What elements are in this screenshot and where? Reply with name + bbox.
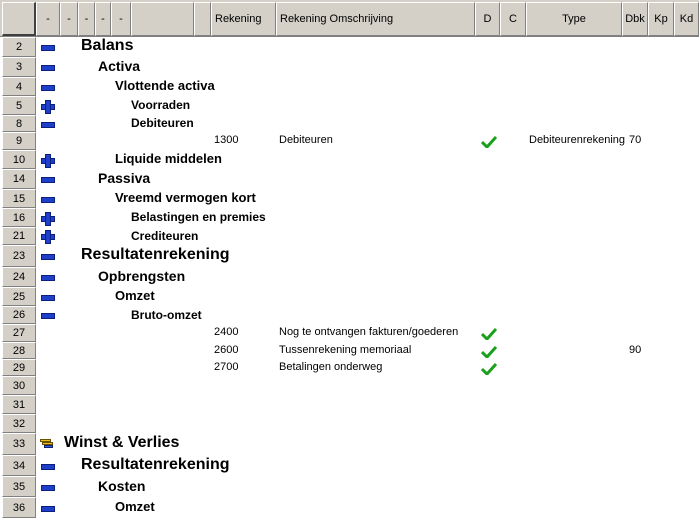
header-rekening-omschrijving[interactable]: Rekening Omschrijving: [276, 2, 475, 36]
collapse-minus-icon[interactable]: [40, 481, 54, 493]
collapse-minus-icon[interactable]: [40, 460, 54, 472]
corner-cell[interactable]: [2, 2, 36, 36]
collapse-minus-icon[interactable]: [40, 173, 54, 185]
row-number[interactable]: 35: [2, 476, 36, 497]
tree-label[interactable]: Crediteuren: [131, 228, 199, 243]
collapse-minus-icon[interactable]: [40, 61, 54, 73]
cell-omschrijving[interactable]: Debiteuren: [279, 134, 333, 146]
tree-label[interactable]: Bruto-omzet: [131, 307, 202, 322]
tree-label[interactable]: Vreemd vermogen kort: [115, 190, 256, 206]
tree-label[interactable]: Debiteuren: [131, 116, 194, 131]
collapse-minus-icon[interactable]: [40, 271, 54, 283]
row-number[interactable]: 32: [2, 414, 36, 433]
tree-label[interactable]: Passiva: [98, 170, 151, 187]
collapse-minus-icon[interactable]: [40, 291, 54, 303]
header-rekening[interactable]: Rekening: [211, 2, 276, 36]
row-number[interactable]: 10: [2, 150, 36, 169]
expand-plus-icon[interactable]: [40, 230, 54, 242]
row-number[interactable]: 15: [2, 189, 36, 208]
row-number[interactable]: 9: [2, 132, 36, 150]
tree-label[interactable]: Vlottende activa: [115, 78, 215, 94]
row-number[interactable]: 16: [2, 208, 36, 227]
cell-rekening[interactable]: 2400: [214, 326, 239, 338]
header-dbk[interactable]: Dbk: [622, 2, 648, 36]
collapse-minus-icon[interactable]: [40, 81, 54, 93]
cell-omschrijving[interactable]: Betalingen onderweg: [279, 360, 383, 373]
cell-rekening[interactable]: 2700: [214, 360, 239, 373]
header-collapse-level-4[interactable]: -: [95, 2, 111, 36]
header-collapse-level-2[interactable]: -: [60, 2, 78, 36]
tree-label[interactable]: Voorraden: [131, 98, 191, 113]
cell-rekening[interactable]: 2600: [214, 343, 239, 356]
row-number[interactable]: 31: [2, 395, 36, 414]
checkmark-icon[interactable]: [481, 136, 497, 148]
collapse-minus-icon[interactable]: [40, 193, 54, 205]
tree-label[interactable]: Kosten: [98, 477, 146, 494]
row-number[interactable]: 26: [2, 306, 36, 324]
expand-plus-icon[interactable]: [40, 154, 54, 166]
column-header-bar: [0, 0, 699, 37]
tree-label[interactable]: Omzet: [115, 499, 155, 515]
header-c[interactable]: C: [500, 2, 526, 36]
header-type[interactable]: Type: [526, 2, 622, 36]
collapse-minus-icon[interactable]: [40, 41, 54, 53]
row-number[interactable]: 5: [2, 96, 36, 115]
row-number[interactable]: 28: [2, 342, 36, 359]
row-number[interactable]: 25: [2, 287, 36, 306]
tree-label[interactable]: Opbrengsten: [98, 268, 186, 285]
expand-plus-icon[interactable]: [40, 212, 54, 224]
tree-label[interactable]: Resultatenrekening: [81, 455, 230, 473]
header-blank-col-2[interactable]: [194, 2, 211, 36]
header-d[interactable]: D: [475, 2, 500, 36]
collapse-minus-icon[interactable]: [40, 250, 54, 262]
checkmark-icon[interactable]: [481, 328, 497, 340]
row-number[interactable]: 23: [2, 245, 36, 267]
row-number[interactable]: 2: [2, 37, 36, 57]
header-collapse-level-1[interactable]: -: [36, 2, 60, 36]
row-number[interactable]: 4: [2, 77, 36, 96]
cell-dbk[interactable]: 90: [629, 343, 642, 356]
header-kd[interactable]: Kd: [674, 2, 699, 36]
collapse-minus-icon[interactable]: [40, 309, 54, 321]
row-number[interactable]: 36: [2, 497, 36, 518]
tree-label[interactable]: Winst & Verlies: [64, 434, 180, 452]
row-number[interactable]: 8: [2, 115, 36, 132]
header-collapse-level-3[interactable]: -: [78, 2, 95, 36]
tree-label[interactable]: Balans: [81, 37, 134, 55]
cell-omschrijving[interactable]: Tussenrekening memoriaal: [279, 343, 412, 356]
header-collapse-level-5[interactable]: -: [111, 2, 131, 36]
row-number[interactable]: 30: [2, 376, 36, 395]
row-number[interactable]: 29: [2, 359, 36, 376]
tree-label[interactable]: Omzet: [115, 288, 155, 304]
row-number[interactable]: 3: [2, 57, 36, 77]
row-number[interactable]: 27: [2, 324, 36, 342]
tree-label[interactable]: Activa: [98, 58, 141, 75]
checkmark-icon[interactable]: [481, 346, 497, 358]
expand-plus-icon[interactable]: [40, 100, 54, 112]
row-number[interactable]: 34: [2, 455, 36, 476]
header-kp[interactable]: Kp: [648, 2, 674, 36]
row-number[interactable]: 14: [2, 169, 36, 189]
row-number[interactable]: 21: [2, 227, 36, 245]
tree-label[interactable]: Liquide middelen: [115, 151, 222, 167]
collapse-minus-icon[interactable]: [40, 118, 54, 130]
collapse-minus-icon[interactable]: [40, 502, 54, 514]
folder-stack-icon[interactable]: [39, 437, 53, 449]
tree-label[interactable]: Belastingen en premies: [131, 210, 266, 225]
cell-dbk[interactable]: 70: [629, 134, 642, 146]
checkmark-icon[interactable]: [481, 363, 497, 375]
header-blank-col-1[interactable]: [131, 2, 194, 36]
row-number[interactable]: 33: [2, 433, 36, 455]
cell-type[interactable]: Debiteurenrekening: [529, 134, 626, 146]
cell-omschrijving[interactable]: Nog te ontvangen fakturen/goederen: [279, 326, 459, 338]
tree-label[interactable]: Resultatenrekening: [81, 246, 230, 264]
cell-rekening[interactable]: 1300: [214, 134, 239, 146]
row-number[interactable]: 24: [2, 267, 36, 287]
